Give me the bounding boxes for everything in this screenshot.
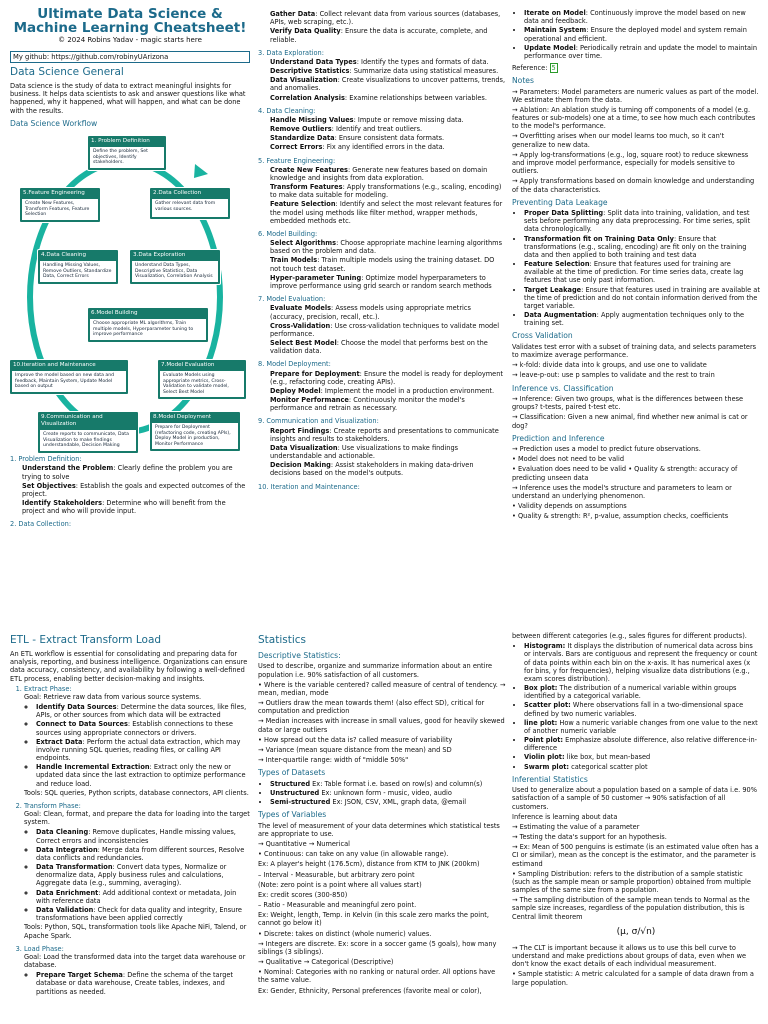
workflow-step [258,230,506,290]
leakage-title: Preventing Data Leakage [512,197,608,207]
list-item: Train Models: Train multiple models using the training dataset. DO not touch test dataset. [270,256,495,273]
workflow-node [38,412,138,452]
text-line: → Qualitative → Categorical (Descriptive) [258,958,394,967]
workflow-step [258,157,506,225]
step-title: 3. Data Exploration: [258,48,324,57]
workflow-node [10,360,128,393]
item-key: Prepare Target Schema [36,971,123,980]
list-item: Verify Data Quality: Ensure the data is accurate, complete, and reliable. [270,27,488,44]
workflow-node-desc: Create New Features, Transform Features, Feature Selection [22,199,98,220]
reference-label: Reference: [512,64,548,73]
etl-goal: Goal: Load the transformed data into the target data warehouse or database. [24,952,246,970]
item-key: Identify Data Sources [36,703,117,712]
workflow-step [258,107,506,152]
text-line: → Ablation: An ablation study is turning off components of a model (e.g. features or sub-models) one at a time, to see how much each contributes to the model's performance. [512,105,756,131]
vars-title: Types of Variables [258,810,327,820]
item-key: Connect to Data Sources [36,720,128,729]
workflow-node-desc: Handling Missing Values, Remove Outliers, Standardize Data, Correct Errors [40,261,116,282]
list-item: • Transformation fit on Training Data Only: Ensure that transformations (e.g., scaling, encoding) are fit only on the training data and then applied to both training and test data [524,235,760,260]
workflow-diagram [10,132,250,452]
step-items [258,239,506,290]
etl-intro: An ETL workflow is essential for consolidating and preparing data for analysis, reporting, and business intelligence. Organizations can ensure data accuracy, consistency, and availability by following a well-defined ETL process, enabling better decision-making and insights. [10,650,248,683]
column-5 [258,632,506,1024]
text-line: – Interval - Measurable, but arbitrary zero point [258,870,415,879]
workflow-node-desc: Choose appropriate ML algorithms, Train multiple models, Hyperparameter tuning to improve performance [90,319,206,340]
list-item: Understand Data Types: Identify the types and formats of data. [270,57,489,66]
list-item: Deploy Model: Implement the model in a production environment. [270,386,495,395]
item-key: Create New Features [270,165,348,174]
item-key: Select Algorithms [270,239,337,248]
etl-phase-title: Load Phase: [24,944,64,953]
etl-items [24,971,250,996]
column-6 [512,632,760,1024]
list-item: ◦ Identify Data Sources: Determine the data sources, like files, APIs, or other sources from which data will be extracted [36,703,250,719]
ivc-body [512,395,760,430]
text-line: • Nominal: Categories with no ranking or natural order. All options have the same value. [258,968,496,985]
ivc-title: Inference vs. Classification [512,383,614,393]
workflow-node [88,136,166,169]
item-key: Semi-structured [270,798,331,807]
column-4 [10,632,250,1024]
step-items [258,304,506,355]
list-item: ◦ Data Validation: Check for data quality and integrity, Ensure transformations have been applied correctly [36,906,250,922]
list-item: • Semi-structured Ex: JSON, CSV, XML, graph data, @email [270,798,506,806]
etl-items [24,828,250,922]
list-item: • Proper Data Splitting: Split data into training, validation, and test sets before performing any data preprocessing. For time series, split data chronologically. [524,209,760,234]
step-title: 7. Model Evaluation: [258,295,326,304]
workflow-node-desc: Prepare for Deployment (refactoring code, creating APIs), Deploy Model in production, Monitor Performance [152,423,238,449]
iteration-items [512,9,760,60]
list-item: Understand the Problem: Clearly define the problem you are trying to solve [22,464,233,481]
list-item: • Structured Ex: Table format i.e. based on row(s) and column(s) [270,780,506,788]
item-key: Decision Making [270,461,331,470]
cv-title: Cross Validation [512,331,573,341]
list-item: ◦ Handle Incremental Extraction: Extract only the new or updated data since the last extraction to optimize performance and reduce load. [36,763,250,788]
item-key: Handle Incremental Extraction [36,763,150,772]
list-item: • Violin plot: like box, but mean-based [524,753,760,761]
text-line: • How spread out the data is? called measure of variability [258,735,453,744]
step-title: 5. Feature Engineering: [258,156,336,165]
item-key: Train Models [270,256,318,265]
item-key: Descriptive Statistics [270,67,350,76]
column-2 [258,8,506,616]
list-item: • Unstructured Ex: unknown form - music, video, audio [270,789,506,797]
list-item: Descriptive Statistics: Summarize data using statistical measures. [270,67,499,76]
item-key: Data Cleaning [36,828,89,837]
item-key: Data Augmentation [524,311,597,320]
list-item: ◦ Data Transformation: Convert data types, Normalize or denormalize data, Apply business rules and calculations, Aggregate data (e.g., summing, averaging). [36,863,250,888]
etl-phases-list [10,685,250,996]
steps-list-a [10,455,250,528]
etl-goal: Goal: Retrieve raw data from various source systems. [24,692,202,701]
text-line: Used to generalize about a population based on a sample of data i.e. 90% satisfaction of a sample of 50 customer → 90% satisfaction of all customers. [512,786,758,811]
item-key: Handle Missing Values [270,115,354,124]
workflow-node-title: 2.Data Collection [153,190,202,197]
stats-title: Statistics [258,634,306,646]
list-item: • Data Augmentation: Apply augmentation techniques only to the training set. [524,311,760,327]
steps-list-b [258,10,506,491]
section-title-ds-general: Data Science General [10,66,124,79]
item-key: Prepare for Deployment [270,369,360,378]
text-line: → leave-p-out: use p samples to validate and the rest to train [512,371,715,380]
text-line: • Validity depends on assumptions [512,502,627,511]
item-key: Transform Features [270,183,343,192]
list-item: Data Visualization: Use visualizations to make findings understandable and actionable. [270,443,459,461]
workflow-node-desc: Create reports to communicate, Data Visualization to make findings understandable, Decision Making [40,430,136,451]
etl-items [24,703,250,788]
clt-body [512,944,760,987]
text-line: • Quality & strength: R², p-value, assumption checks, coefficients [512,512,729,521]
step-title: 6. Model Building: [258,229,318,238]
list-item: Monitor Performance: Continuously monitor the model's performance and retrain as necessary. [270,396,465,413]
list-item: • Swarm plot: categorical scatter plot [524,763,760,771]
workflow-node-desc: Define the problem, Set objectives, Identify stakeholders. [90,147,164,168]
etl-tools: Tools: Python, SQL, transformation tools like Apache NiFi, Talend, or Apache Spark. [24,923,247,940]
text-line: → Overfitting arises when our model learns too much, so it can't generalize to new data. [512,132,725,149]
cv-body [512,343,760,380]
item-key: Select Best Model [270,339,337,348]
datasets-title: Types of Datasets [258,768,326,778]
list-item: Create New Features: Generate new features based on domain knowledge and insights from data exploration. [270,165,488,182]
workflow-node-desc: Understand Data Types, Descriptive Statistics, Data Visualization, Correlation Analysis [132,261,218,282]
text-line: Ex: credit scores (300-850) [258,890,348,899]
step-title: 2. Data Collection: [10,520,72,529]
reference-link[interactable]: 5 [551,64,556,73]
item-key: Maintain System [524,26,587,35]
step-items [258,166,506,225]
text-line: • Sampling Distribution: refers to the distribution of a sample statistic (such as the sample mean or sample proportion) obtained from multiple samples of the same size from a population. [512,869,751,895]
workflow-node-title: 1. Problem Definition [91,138,150,145]
item-key: Evaluate Models [270,304,332,313]
item-key: Target Leakage [524,285,582,294]
list-item: Correlation Analysis: Examine relationships between variables. [270,93,487,102]
list-item: • Update Model: Periodically retrain and update the model to maintain performance over time. [524,44,760,60]
item-key: Swarm plot: [524,762,570,771]
leakage-list [512,209,760,327]
list-item: Remove Outliers: Identify and treat outliers. [270,125,423,134]
list-item: ◦ Connect to Data Sources: Establish connections to these sources using appropriate connectors or drivers. [36,720,250,736]
item-key: Gather Data [270,10,316,18]
list-item: Feature Selection: Identify and select the most relevant features for the model using methods like filter method, wrapper methods, embedded methods etc. [270,200,503,225]
item-key: Data Integration [36,845,98,854]
etl-goal: Goal: Clean, format, and prepare the data for loading into the target system. [24,810,250,827]
desc-stats-body [258,662,506,764]
list-item: Prepare for Deployment: Ensure the model is ready for deployment (e.g., refactoring code, creating APIs). [270,369,503,386]
workflow-node-title: 8.Model Deployment [153,414,212,421]
text-line: → The sampling distribution of the sample mean tends to Normal as the sample size increases, regardless of the population distribution, this is Central limit theorem [512,896,750,921]
step-title: 9. Communication and Visualization: [258,417,379,426]
workflow-node [150,188,230,219]
etl-phase [24,685,250,797]
text-line: • Sample statistic: A metric calculated for a sample of data drawn from a large population. [512,970,754,987]
item-key: Structured [270,779,311,788]
workflow-title: Data Science Workflow [10,118,98,128]
step-items [258,427,506,478]
step-items [258,370,506,413]
column-3 [512,8,760,616]
list-item: • Target Leakage: Ensure that features used in training are available at the time of prediction and do not contain information derived from the target variable. [524,286,760,311]
reference-line [512,64,760,72]
etl-phase [24,945,250,996]
list-item: Hyper-parameter Tuning: Optimize model hyperparameters to improve performance using grid search or random search methods [270,273,492,290]
workflow-node-title: 5.Feature Engineering [23,190,85,197]
step-items [258,10,506,44]
workflow-node-desc: Improve the model based on new data and feedback, Maintain System, Update Model based on output [12,371,126,392]
text-line: • Continuous: can take on any value (in allowable range). [258,850,449,859]
list-item: • Box plot: The distribution of a numerical variable within groups identified by a categorical variable. [524,684,760,700]
datasets-list [258,780,506,807]
item-key: Unstructured [270,788,320,797]
item-key: Histogram: [524,642,566,651]
item-key: Transformation fit on Training Data Only [524,234,674,243]
text-line: Inference is learning about data [512,812,618,821]
item-key: Standardize Data [270,134,335,143]
item-key: Report Findings [270,426,330,435]
text-line: Ex: Weight, length, Temp. in Kelvin (in this scale zero marks the point, cannot go below it) [258,911,489,928]
etl-phase [24,802,250,940]
workflow-node-title: 3.Data Exploration [133,252,186,259]
item-key: Correlation Analysis [270,93,345,102]
etl-title: ETL - Extract Transform Load [10,634,162,646]
list-item: Decision Making: Assist stakeholders in making data-driven decisions based on the model's outputs. [270,461,474,478]
pvi-title: Prediction and Inference [512,433,605,443]
list-item: • Iterate on Model: Continuously improve the model based on new data and feedback. [524,9,760,25]
clt-formula: (μ, σ/√n) [616,926,656,937]
list-item: ◦ Data Enrichment: Add additional context or metadata, Join with reference data [36,889,250,905]
text-line: → Inter-quartile range: width of "middle 50%" [258,756,409,765]
text-line: – Ratio - Measurable and meaningful zero point. [258,901,417,910]
list-item: Gather Data: Collect relevant data from various sources (databases, APIs, web scraping, etc.). [270,10,501,27]
list-item: • Feature Selection: Ensure that features used for training are available at the time of prediction. For time series data, create lag features that use only past information. [524,260,760,285]
list-item: Set Objectives: Establish the goals and expected outcomes of the project. [22,481,246,498]
item-key: Data Visualization [270,76,338,85]
list-item: ◦ Extract Data: Perform the actual data extraction, which may involve running SQL queries, reading files, or calling API endpoints. [36,738,250,763]
inferential-title: Inferential Statistics [512,774,588,784]
item-key: Data Enrichment [36,888,99,897]
list-item: Report Findings: Create reports and presentations to communicate insights and results to stakeholders. [270,426,499,443]
etl-phase-title: Extract Phase: [24,684,72,693]
etl-phase-title: Transform Phase: [24,801,81,810]
workflow-step [258,417,506,477]
ds-intro: Data science is the study of data to extract meaningful insights for business. It helps data scientists to ask and answer questions like what happened, why it happened, what will happen, and what can be done with the results. [10,82,246,115]
item-key: Correct Errors [270,143,323,152]
item-key: Box plot: [524,684,558,693]
desc-stats-title: Descriptive Statistics: [258,651,341,661]
text-line: → Median increases with increase in small values, good for heavily skewed data or large outliers [258,717,505,734]
inferential-body [512,786,760,921]
text-line: • Evaluation does need to be valid • Quality & strength: accuracy of predicting unseen data [512,465,738,482]
list-item: Standardize Data: Ensure consistent data formats. [270,134,445,143]
step-title: 1. Problem Definition: [10,455,82,464]
item-key: Proper Data Splitting [524,209,604,218]
text-line: → Variance (mean square distance from the mean) and SD [258,745,452,754]
item-key: Set Objectives [22,481,76,490]
workflow-step [10,455,250,515]
step-title: 8. Model Deployment: [258,360,331,369]
page-title: Ultimate Data Science & Machine Learning Cheatsheet! [13,8,247,36]
item-key: Understand Data Types [270,57,357,66]
text-line: (Note: zero point is a point where all values start) [258,880,422,889]
text-line: → Integers are discrete. Ex: score in a soccer game (5 goals), how many siblings (3 siblings). [258,939,497,956]
item-key: Extract Data [36,737,83,746]
item-key: Hyper-parameter Tuning [270,273,362,282]
workflow-step [258,10,506,44]
list-item: Cross-Validation: Use cross-validation techniques to validate model performance. [270,321,500,338]
step-items [10,464,250,515]
workflow-node-title: 6.Model Building [91,310,138,317]
pvi-body [512,445,760,520]
list-item: • Maintain System: Ensure the deployed model and system remain operational and efficient. [524,26,760,42]
step-title: 10. Iteration and Maintenance: [258,482,360,491]
item-key: Understand the Problem [22,464,114,473]
workflow-step [10,520,250,528]
notes-body [512,88,760,194]
workflow-step [258,483,506,491]
list-item: Transform Features: Apply transformations (e.g., scaling, encoding) to make data suitable for modeling. [270,183,502,200]
list-item: • Scatter plot: Where observations fall in a two-dimensional space defined by two numeric variables. [524,701,760,717]
vars-body [258,840,506,995]
item-key: Deploy Model [270,386,321,395]
viz-list [512,642,760,771]
item-key: Feature Selection [524,260,590,269]
item-key: Verify Data Quality [270,27,341,36]
list-item: Correct Errors: Fix any identified errors in the data. [270,143,445,152]
workflow-node [150,412,240,451]
list-item: Select Algorithms: Choose appropriate machine learning algorithms based on the problem and data. [270,239,503,256]
workflow-node-title: 4.Data Cleaning [41,252,86,259]
step-items [258,58,506,102]
text-line: → Estimating the value of a parameter [512,822,640,831]
workflow-step [258,49,506,102]
list-item: ◦ Data Cleaning: Remove duplicates, Handle missing values, Correct errors and inconsistencies [36,828,250,844]
item-key: Data Validation [36,906,94,914]
text-line: → Apply log-transformations (e.g., log, square root) to reduce skewness and improve model performance, especially for models sensitive to outliers. [512,150,749,176]
item-key: Update Model [524,43,576,52]
workflow-node [20,188,100,221]
list-item: • Point plot: Emphasize absolute difference, also relative difference-in-difference [524,736,760,752]
workflow-node [130,250,220,283]
workflow-node-title: 7.Model Evaluation [161,362,215,369]
step-title: 4. Data Cleaning: [258,106,316,115]
text-line: → Prediction uses a model to predict future observations. [512,445,701,454]
text-line: → Parameters: Model parameters are numeric values as part of the model. We estimate them from the data. [512,87,759,104]
text-line: → The CLT is important because it allows us to use this bell curve to understand and make predictions about groups of data, even when we don't know the exact details of each individual measurement. [512,943,747,969]
item-key: Violin plot: [524,753,565,762]
item-key: Monitor Performance [270,396,349,405]
column-1 [10,8,250,616]
text-line: Used to describe, organize and summarize information about an entire population i.e. 90% satisfaction of all customers. [258,662,493,679]
text-line: Ex: A player's height (176.5cm), distance from KTM to JNK (200km) [258,860,480,869]
item-key: Data Transformation [36,863,113,872]
step-items [258,116,506,152]
text-line: → Inference uses the model's structure and parameters to learn or understand an underlying phenomenon. [512,483,732,500]
text-line: → Apply transformations based on domain knowledge and understanding of the data characteristics. [512,177,755,194]
item-key: Identify Stakeholders [22,499,103,508]
list-item: Identify Stakeholders: Determine who will benefit from the project and who will provide input. [22,499,226,516]
workflow-node [88,308,208,341]
workflow-node-title: 10.Iteration and Maintenance [13,362,96,369]
workflow-step [258,360,506,412]
list-item: Evaluate Models: Assess models using appropriate metrics (accuracy, precision, recall, etc.). [270,304,471,321]
list-item: • line plot: How a numeric variable changes from one value to the next of another numeric variable [524,719,760,735]
list-item: Select Best Model: Choose the model that performs best on the validation data. [270,339,488,356]
workflow-node-desc: Evaluate Models using appropriate metrics, Cross-Validation to validate model, Select Best Model [160,371,244,397]
workflow-node [158,360,246,399]
workflow-node [38,250,118,283]
workflow-step [258,295,506,355]
text-line: → Quantitative → Numerical [258,839,350,848]
workflow-cycle-arrows [10,132,250,452]
notes-title: Notes [512,76,534,86]
workflow-node-title: 9.Communication and Visualization [41,414,103,428]
page-subtitle: © 2024 Robins Yadav - magic starts here [58,36,202,44]
text-line: → Outliers draw the mean towards them! (also effect SD), critical for computation and prediction [258,699,485,716]
text-line: → Inference: Given two groups, what is the differences between these groups? t-tests, paired t-test etc. [512,394,744,412]
item-key: Feature Selection [270,200,336,209]
text-line: • Where is the variable centered? called measure of central of tendency. → mean, median, mode [258,680,506,697]
vars-intro: The level of measurement of your data determines which statistical tests are appropriate to use. [258,821,500,838]
text-line: • Model does not need to be valid [512,455,625,464]
list-item: ◦ Prepare Target Schema: Define the schema of the target database or data warehouse, Create tables, indexes, and partitions as needed. [36,971,250,996]
list-item: Handle Missing Values: Impute or remove missing data. [270,115,464,124]
item-key: Iterate on Model [524,9,586,17]
github-link[interactable]: My github: https://github.com/robinyUArizona [10,51,250,63]
text-line: → Classification: Given a new animal, find whether new animal is cat or dog? [512,413,748,430]
item-key: Scatter plot: [524,701,571,710]
text-line: → Ex: Mean of 500 penguins is estimate (is an estimated value often has a CI or similar), mean as the concept is the estimator, and the parameter is estimand [512,843,759,868]
text-line: Ex: Gender, Ethnicity, Personal preferences (favorite meal or color), [258,986,482,995]
list-item: ◦ Data Integration: Merge data from different sources, Resolve data conflicts and redundancies. [36,846,250,862]
viz-top-text: between different categories (e.g., sales figures for different products). [512,632,747,640]
etl-tools: Tools: SQL queries, Python scripts, database connectors, API clients. [24,788,249,797]
text-line: → Testing the data's support for an hypothesis. [512,833,667,842]
item-key: Point plot: [524,736,564,745]
workflow-node-desc: Gather relevant data from various sources. [152,199,228,217]
text-line: • Discrete: takes on distinct (whole numeric) values. [258,929,432,938]
item-key: Remove Outliers [270,125,332,134]
list-item: • Histogram: It displays the distribution of numerical data across bins or intervals. Bars are contiguous and represent the frequency or count of data points within each bin on the x-axis. It has numerical axes (x for bins, y for frequencies), helping visualize data distributions (e.g., exam scores distribution). [524,642,760,683]
text-line: → k-fold: divide data into k groups, and use one to validate [512,361,707,370]
text-line: Validates test error with a subset of training data, and selects parameters to maximize average performance. [512,342,757,360]
list-item: Data Visualization: Create visualizations to uncover patterns, trends, and anomalies. [270,76,506,93]
item-key: Data Visualization [270,443,338,452]
item-key: Cross-Validation [270,321,331,330]
item-key: line plot: [524,718,558,727]
